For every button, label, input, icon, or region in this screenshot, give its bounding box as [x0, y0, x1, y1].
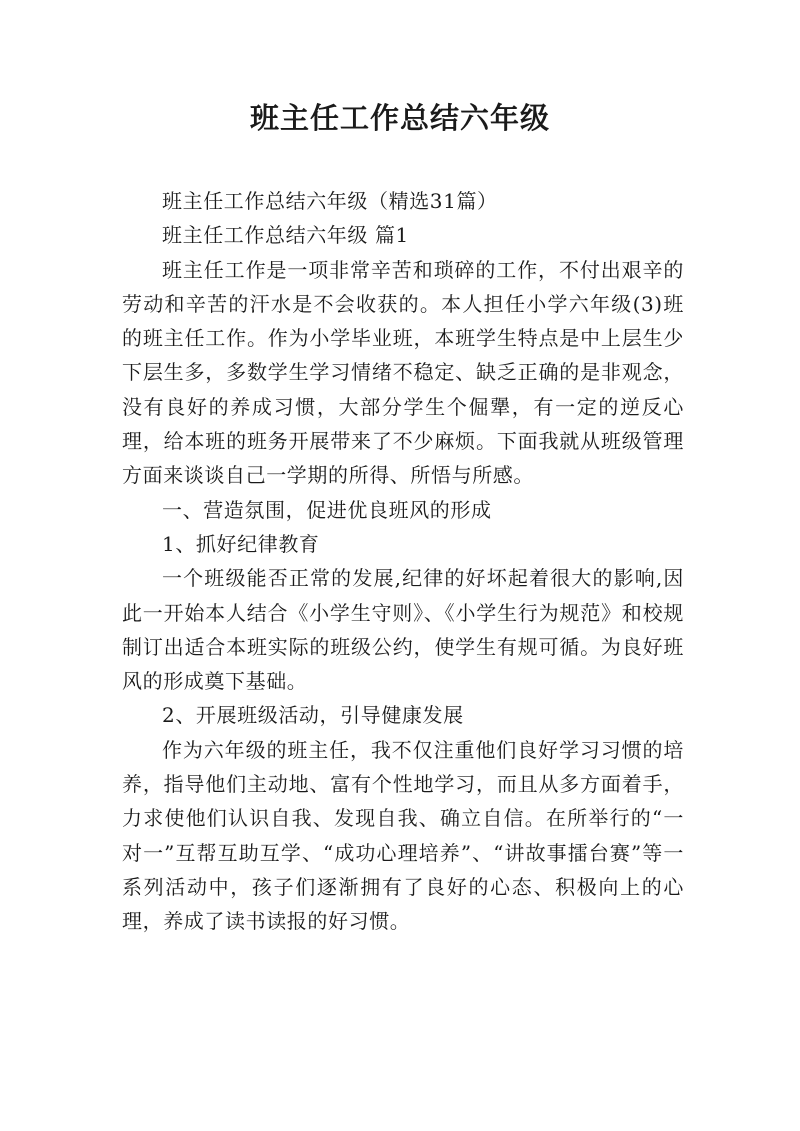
- subsection-heading-1-1: 1、抓好纪律教育: [162, 531, 320, 556]
- document-title: 班主任工作总结六年级: [249, 101, 550, 135]
- paragraph-intro: 班主任工作是一项非常辛苦和琐碎的工作，不付出艰辛的劳动和辛苦的汗水是不会收获的。本人担任小学六年级(3)班的班主任工作。作为小学毕业班，本班学生特点是中上层生少下层生多，多数学生学习情绪不稳定、缺乏正确的是非观念，没有良好的养成习惯，大部分学生个倔犟，有一定的逆反心理，给本班的班务开展带来了不少麻烦。下面我就从班级管理方面来谈谈自己一学期的所得、所悟与所感。: [122, 257, 684, 488]
- subsection-heading-1-2: 2、开展班级活动，引导健康发展: [162, 703, 464, 728]
- section-heading-1: 一、营造氛围，促进优良班风的形成: [162, 497, 492, 522]
- paragraph-activities: 作为六年级的班主任，我不仅注重他们良好学习习惯的培养，指导他们主动地、富有个性地学习，而且从多方面着手，力求使他们认识自我、发现自我、确立自信。在所举行的“一对一”互帮互助互学、“成功心理培养”、“讲故事擂台赛”等一系列活动中，孩子们逐渐拥有了良好的心态、积极向上的心理，养成了读书读报的好习惯。: [122, 737, 684, 934]
- document-body: [122, 184, 684, 939]
- paragraph-discipline: 一个班级能否正常的发展,纪律的好坏起着很大的影响,因此一开始本人结合《小学生守则》、《小学生行为规范》和校规制订出适合本班实际的班级公约，使学生有规可循。为良好班风的形成奠下基础。: [122, 566, 684, 694]
- doc-subtitle: 班主任工作总结六年级（精选31篇）: [162, 189, 498, 213]
- section-heading-article-1: 班主任工作总结六年级 篇1: [162, 223, 409, 248]
